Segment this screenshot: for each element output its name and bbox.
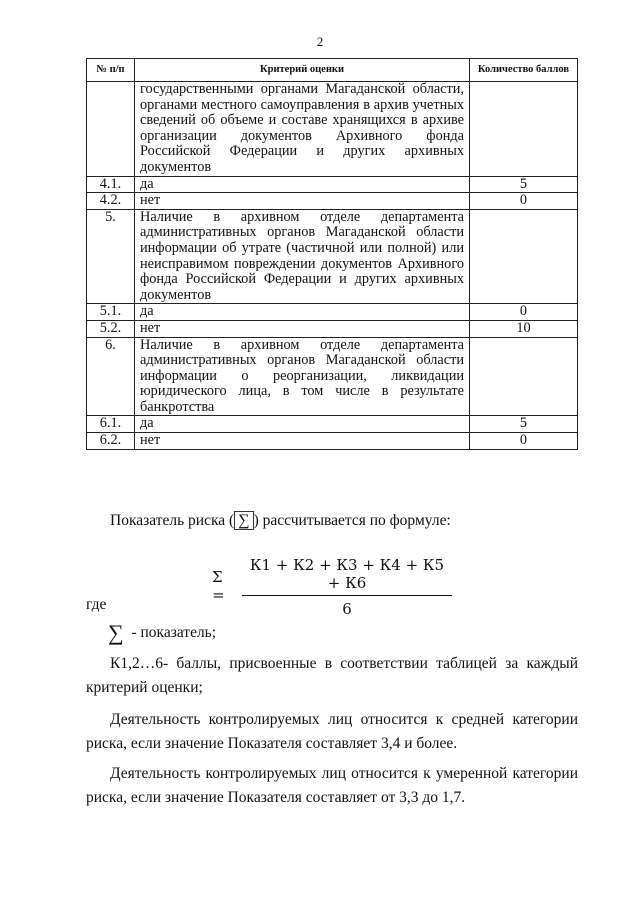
table-row	[87, 176, 578, 193]
row-score	[470, 337, 578, 416]
row-num: 6.1.	[87, 416, 135, 433]
row-score: 5	[470, 176, 578, 193]
table-row	[87, 320, 578, 337]
row-criterion: нет	[135, 193, 470, 210]
row-score	[470, 209, 578, 304]
risk-intro-after: ) рассчитывается по формуле:	[253, 512, 451, 529]
sigma-symbol: ∑	[108, 620, 124, 645]
k-definition: К1,2…6- баллы, присвоенные в соответствии таблицей за каждый критерий оценки;	[86, 655, 578, 696]
row-score: 0	[470, 304, 578, 321]
row-num	[87, 82, 135, 177]
row-criterion: да	[135, 304, 470, 321]
row-num: 4.2.	[87, 193, 135, 210]
risk-intro-before: Показатель риска (	[110, 512, 235, 529]
row-criterion: нет	[135, 433, 470, 450]
where-label: где	[86, 596, 107, 613]
row-num: 5.1.	[87, 304, 135, 321]
risk-formula-intro	[110, 511, 570, 531]
table-row	[87, 433, 578, 450]
table-row	[87, 337, 578, 416]
row-criterion: государственными органами Магаданской области, органами местного самоуправления в архив учетных сведений об объеме и составе хранящихся в архиве организации документов Архивного фонда Российской Федерации и других архивных документов	[135, 82, 470, 177]
row-score: 10	[470, 320, 578, 337]
formula-denominator: 6	[342, 600, 352, 618]
header-score: Количество баллов	[470, 59, 578, 82]
row-criterion: Наличие в архивном отделе департамента административных органов Магаданской области информации об утрате (частичной или полной) или неисправимом повреждении документов Архивного фонда Российской Федерации и других архивных документов	[135, 209, 470, 304]
table-row	[87, 209, 578, 304]
row-criterion: да	[135, 416, 470, 433]
row-score: 0	[470, 433, 578, 450]
header-criterion: Критерий оценки	[135, 59, 470, 82]
row-score: 0	[470, 193, 578, 210]
sigma-definition-text: - показатель;	[131, 624, 217, 641]
row-num: 6.2.	[87, 433, 135, 450]
row-criterion: да	[135, 176, 470, 193]
table-row	[87, 82, 578, 177]
row-score: 5	[470, 416, 578, 433]
table-row	[87, 416, 578, 433]
formula-numerator: К1 + К2 + К3 + К4 + К5 + К6	[242, 556, 452, 596]
page-number: 2	[316, 34, 324, 49]
average-risk-paragraph: Деятельность контролируемых лиц относится к средней категории риска, если значение Показателя составляет 3,4 и более.	[86, 711, 578, 752]
table-row	[87, 193, 578, 210]
table-row	[87, 304, 578, 321]
row-num: 5.	[87, 209, 135, 304]
header-num: № п/п	[87, 59, 135, 82]
row-num: 6.	[87, 337, 135, 416]
row-criterion: Наличие в архивном отделе департамента административных органов Магаданской области информации о реорганизации, ликвидации юридического лица, в том числе в результате банкротства	[135, 337, 470, 416]
row-criterion: нет	[135, 320, 470, 337]
sigma-symbol-box: ∑	[234, 511, 253, 530]
criteria-table	[86, 58, 578, 450]
table-header-row	[87, 59, 578, 82]
formula-lhs: Σ =	[212, 568, 225, 604]
sigma-definition	[108, 620, 600, 645]
row-score	[470, 82, 578, 177]
moderate-risk-paragraph: Деятельность контролируемых лиц относится к умеренной категории риска, если значение Показателя составляет от 3,3 до 1,7.	[86, 765, 578, 806]
row-num: 4.1.	[87, 176, 135, 193]
row-num: 5.2.	[87, 320, 135, 337]
